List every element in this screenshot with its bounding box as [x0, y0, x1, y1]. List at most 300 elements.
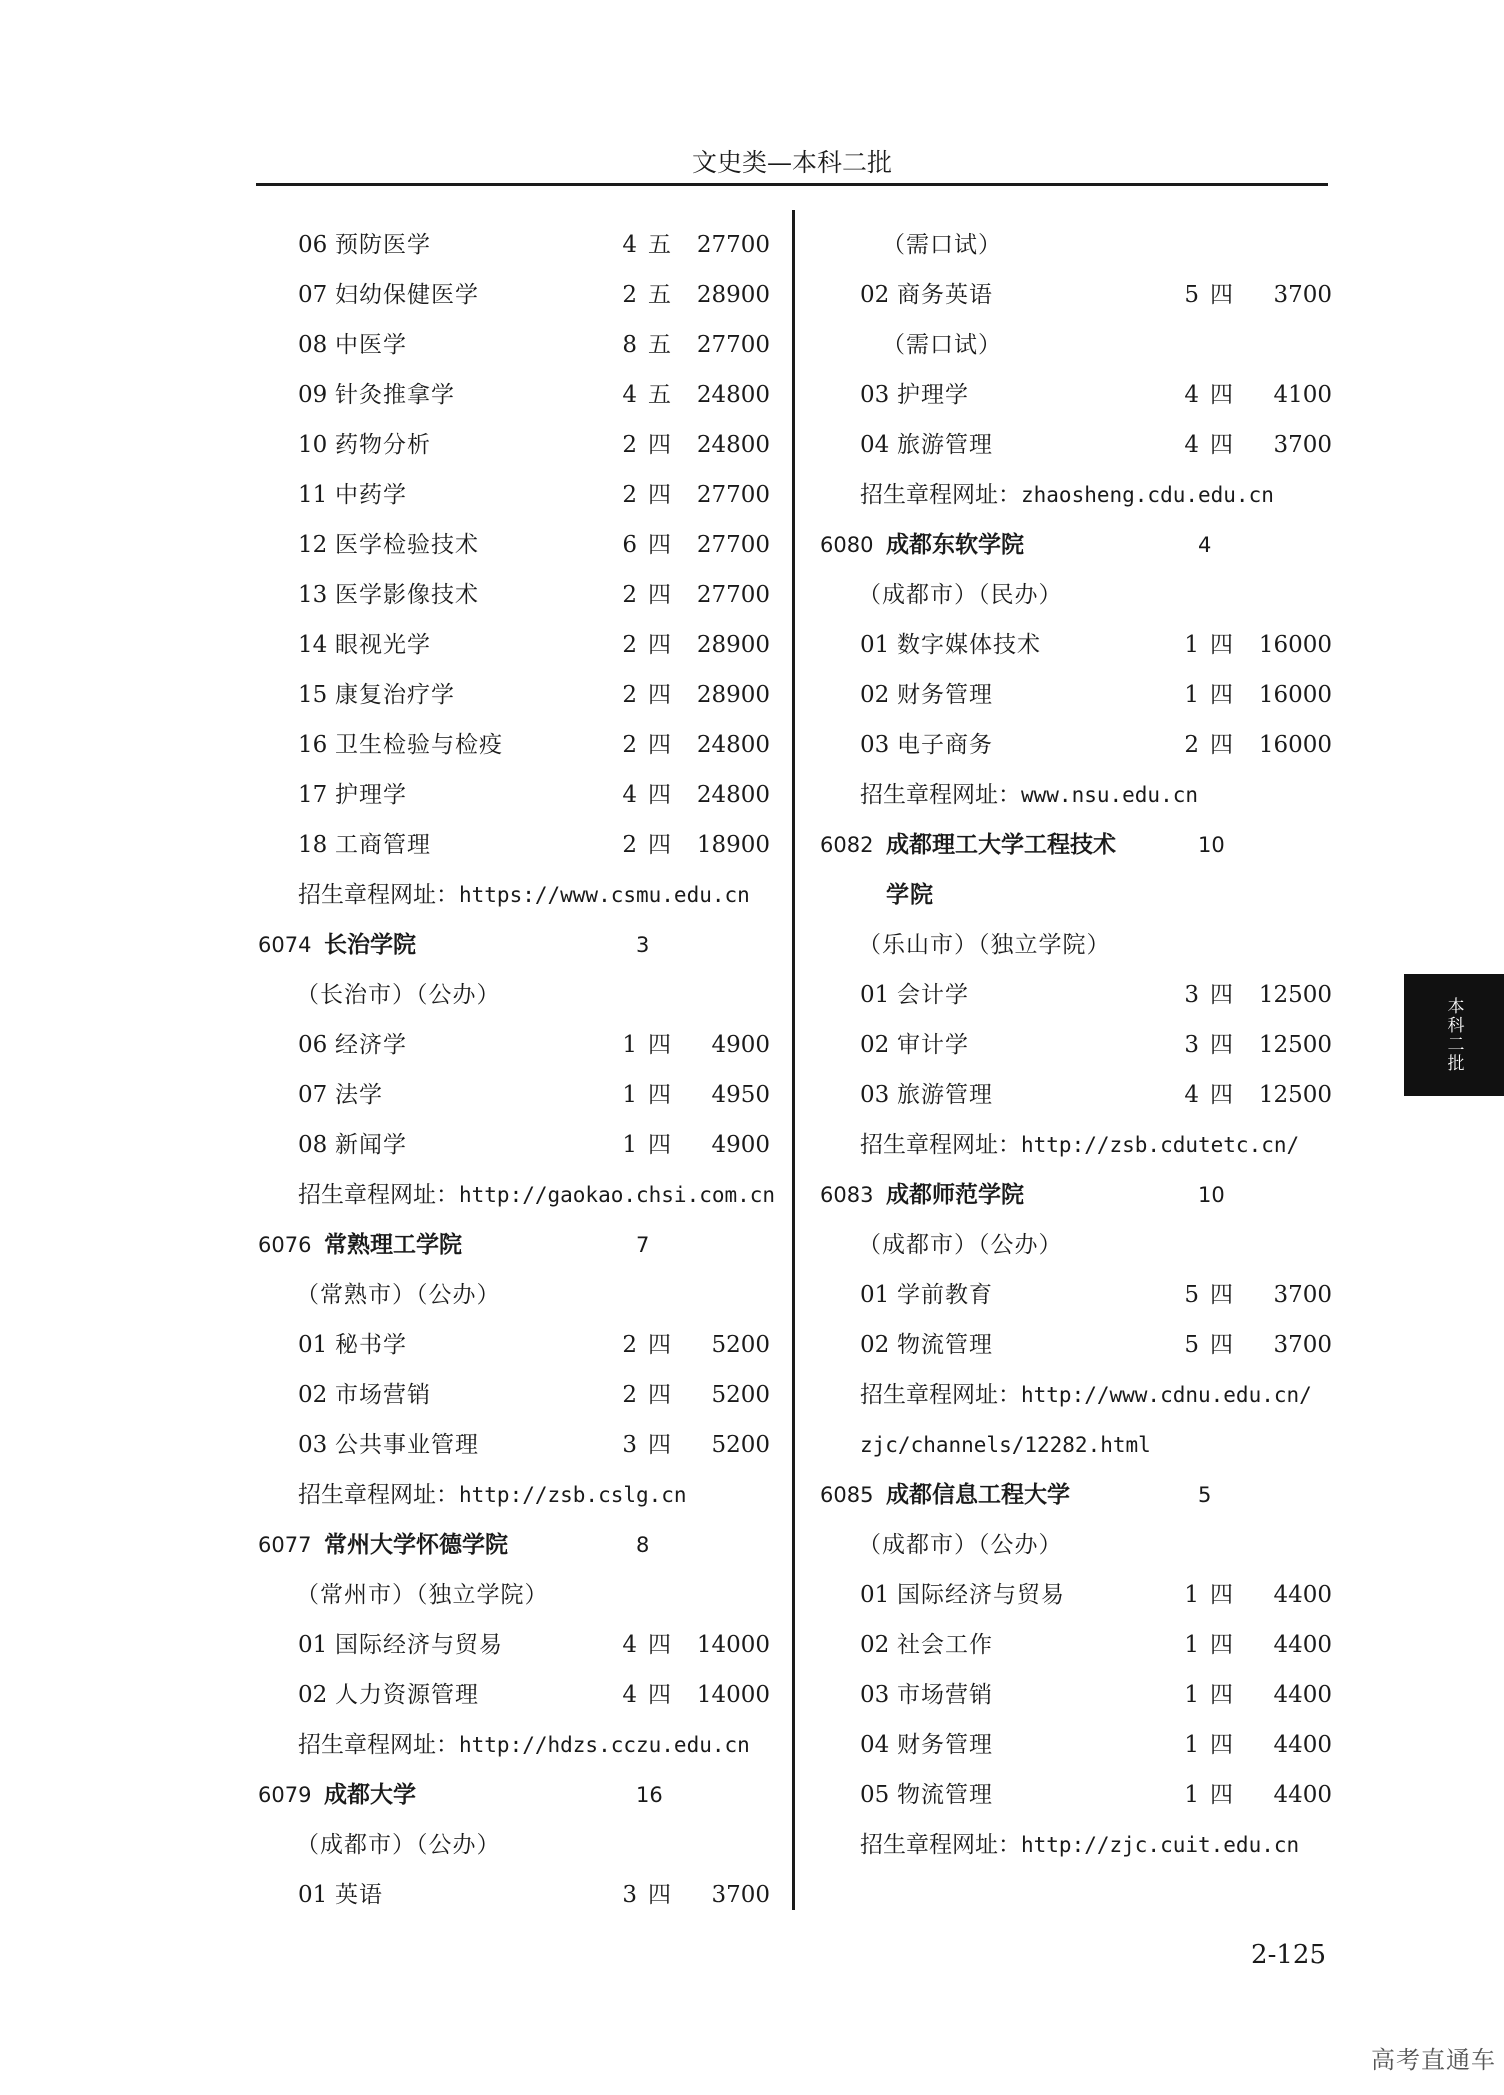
major-row [820, 676, 1330, 726]
major-plan-count: 4 [622, 382, 637, 408]
major-code: 08 [298, 1132, 328, 1158]
major-code: 08 [298, 332, 328, 358]
school-row [820, 826, 1330, 876]
admission-url-row [820, 1826, 1330, 1876]
major-duration: 四 [1210, 1282, 1233, 1308]
school-plan-count: 3 [636, 933, 650, 957]
major-duration: 四 [648, 1682, 671, 1708]
major-plan-count: 1 [1184, 682, 1199, 708]
major-row [820, 1776, 1330, 1826]
admission-url: zhaosheng.cdu.edu.cn [1021, 483, 1274, 507]
major-tuition: 24800 [696, 432, 770, 458]
major-plan-count: 3 [1184, 1032, 1199, 1058]
major-name: 工商管理 [335, 832, 431, 858]
section-tab [1404, 974, 1504, 1096]
admission-url-label: 招生章程网址： [860, 1382, 1021, 1408]
header-rule [256, 183, 1328, 186]
major-duration: 四 [1210, 382, 1233, 408]
major-row [258, 1876, 778, 1926]
major-tuition: 4400 [1273, 1682, 1332, 1708]
major-name: 卫生检验与检疫 [335, 732, 503, 758]
major-tuition: 24800 [696, 732, 770, 758]
major-tuition: 5200 [711, 1382, 770, 1408]
school-row [258, 1226, 778, 1276]
major-code: 17 [298, 782, 328, 808]
major-row [258, 1126, 778, 1176]
major-duration: 四 [648, 1082, 671, 1108]
major-duration: 四 [648, 632, 671, 658]
major-plan-count: 5 [1184, 1282, 1199, 1308]
major-row [820, 726, 1330, 776]
running-header: 文史类—本科二批 [691, 148, 892, 177]
major-code: 01 [860, 632, 890, 658]
major-name: 人力资源管理 [335, 1682, 479, 1708]
major-code: 02 [860, 282, 890, 308]
major-plan-count: 1 [1184, 1782, 1199, 1808]
major-code: 07 [298, 1082, 328, 1108]
major-duration: 四 [648, 1882, 671, 1908]
watermark: 高考直通车 [1371, 2046, 1496, 2074]
major-tuition: 14000 [696, 1632, 770, 1658]
school-name-continued: 学院 [886, 882, 934, 908]
major-row [258, 476, 778, 526]
school-code: 6077 [258, 1533, 312, 1557]
school-code: 6080 [820, 533, 874, 557]
major-duration: 四 [1210, 1082, 1233, 1108]
major-name: 学前教育 [897, 1282, 993, 1308]
school-plan-count: 7 [636, 1233, 650, 1257]
admission-url-row [820, 476, 1330, 526]
major-duration: 四 [648, 482, 671, 508]
major-code: 01 [860, 1582, 890, 1608]
major-name: 审计学 [897, 1032, 969, 1058]
admission-url-row [258, 1476, 778, 1526]
major-name: 电子商务 [897, 732, 993, 758]
school-row [258, 1526, 778, 1576]
major-row [820, 1026, 1330, 1076]
major-duration: 四 [648, 432, 671, 458]
major-tuition: 4400 [1273, 1582, 1332, 1608]
major-plan-count: 1 [1184, 1732, 1199, 1758]
school-name: 成都信息工程大学 [886, 1482, 1070, 1508]
major-tuition: 4400 [1273, 1632, 1332, 1658]
admission-url-row [258, 1726, 778, 1776]
major-plan-count: 1 [622, 1082, 637, 1108]
major-code: 15 [298, 682, 328, 708]
major-duration: 四 [1210, 682, 1233, 708]
major-code: 06 [298, 1032, 328, 1058]
school-code: 6082 [820, 833, 874, 857]
major-code: 02 [860, 1032, 890, 1058]
major-name: 旅游管理 [897, 432, 993, 458]
major-duration: 四 [1210, 1332, 1233, 1358]
major-plan-count: 8 [622, 332, 637, 358]
major-plan-count: 2 [622, 632, 637, 658]
major-name: 中药学 [335, 482, 407, 508]
major-tuition: 12500 [1258, 1032, 1332, 1058]
major-name: 旅游管理 [897, 1082, 993, 1108]
major-tuition: 4400 [1273, 1732, 1332, 1758]
major-tuition: 4900 [711, 1132, 770, 1158]
major-tuition: 4100 [1273, 382, 1332, 408]
school-plan-count: 4 [1198, 533, 1212, 557]
major-name: 秘书学 [335, 1332, 407, 1358]
school-location-type: （长治市）（公办） [296, 982, 501, 1008]
major-code: 06 [298, 232, 328, 258]
major-tuition: 27700 [696, 332, 770, 358]
admission-url-continued [820, 1426, 1330, 1476]
major-tuition: 28900 [696, 632, 770, 658]
major-duration: 四 [648, 1382, 671, 1408]
major-plan-count: 1 [1184, 1632, 1199, 1658]
admission-url: http://zsb.cdutetc.cn/ [1021, 1133, 1300, 1157]
major-name: 康复治疗学 [335, 682, 455, 708]
admission-url-label: 招生章程网址： [860, 482, 1021, 508]
major-plan-count: 4 [1184, 1082, 1199, 1108]
school-plan-count: 10 [1198, 833, 1225, 857]
right-column [820, 226, 1330, 1876]
major-name: 针灸推拿学 [335, 382, 455, 408]
major-name: 法学 [335, 1082, 383, 1108]
admission-url-row [820, 776, 1330, 826]
major-note: （需口试） [882, 232, 1002, 258]
admission-url-label: 招生章程网址： [298, 1182, 459, 1208]
major-duration: 四 [648, 732, 671, 758]
major-plan-count: 1 [622, 1132, 637, 1158]
major-tuition: 4900 [711, 1032, 770, 1058]
major-code: 14 [298, 632, 328, 658]
major-plan-count: 2 [622, 482, 637, 508]
major-tuition: 27700 [696, 582, 770, 608]
major-row [820, 1276, 1330, 1326]
school-location-type: （成都市）（公办） [296, 1832, 501, 1858]
major-code: 02 [860, 682, 890, 708]
section-tab-label: 本科二批 [1443, 997, 1464, 1073]
school-location-type: （成都市）（公办） [858, 1232, 1063, 1258]
major-row [258, 726, 778, 776]
admission-url: http://www.cdnu.edu.cn/ [1021, 1383, 1312, 1407]
school-row [258, 926, 778, 976]
major-name: 国际经济与贸易 [335, 1632, 503, 1658]
major-plan-count: 2 [622, 582, 637, 608]
major-plan-count: 6 [622, 532, 637, 558]
school-code: 6083 [820, 1183, 874, 1207]
major-plan-count: 2 [622, 1382, 637, 1408]
major-plan-count: 2 [622, 832, 637, 858]
major-tuition: 12500 [1258, 982, 1332, 1008]
major-row [258, 1376, 778, 1426]
admission-url-label: 招生章程网址： [860, 782, 1021, 808]
major-code: 03 [860, 1682, 890, 1708]
major-duration: 五 [648, 332, 671, 358]
major-duration: 四 [648, 1032, 671, 1058]
major-name: 会计学 [897, 982, 969, 1008]
major-name: 中医学 [335, 332, 407, 358]
admission-url-label: 招生章程网址： [298, 1482, 459, 1508]
major-plan-count: 1 [1184, 1682, 1199, 1708]
major-row [820, 1326, 1330, 1376]
major-tuition: 14000 [696, 1682, 770, 1708]
major-tuition: 16000 [1258, 682, 1332, 708]
left-column [258, 226, 778, 1926]
major-duration: 四 [1210, 432, 1233, 458]
major-code: 03 [860, 732, 890, 758]
major-tuition: 4950 [711, 1082, 770, 1108]
major-tuition: 27700 [696, 232, 770, 258]
major-note: （需口试） [882, 332, 1002, 358]
major-tuition: 3700 [1273, 1282, 1332, 1308]
major-plan-count: 3 [622, 1432, 637, 1458]
major-plan-count: 5 [1184, 1332, 1199, 1358]
major-duration: 四 [1210, 1732, 1233, 1758]
major-plan-count: 2 [1184, 732, 1199, 758]
major-duration: 四 [1210, 982, 1233, 1008]
major-duration: 四 [648, 782, 671, 808]
major-name: 医学影像技术 [335, 582, 479, 608]
school-code: 6085 [820, 1483, 874, 1507]
major-code: 10 [298, 432, 328, 458]
admission-url-row [820, 1376, 1330, 1426]
major-duration: 四 [1210, 282, 1233, 308]
major-plan-count: 1 [1184, 632, 1199, 658]
major-duration: 四 [648, 1332, 671, 1358]
major-code: 03 [298, 1432, 328, 1458]
major-duration: 四 [648, 1432, 671, 1458]
major-tuition: 5200 [711, 1332, 770, 1358]
major-plan-count: 1 [1184, 1582, 1199, 1608]
major-plan-count: 2 [622, 732, 637, 758]
school-name: 成都师范学院 [886, 1182, 1024, 1208]
major-tuition: 28900 [696, 682, 770, 708]
major-name: 市场营销 [335, 1382, 431, 1408]
major-duration: 四 [648, 832, 671, 858]
major-duration: 四 [1210, 1032, 1233, 1058]
major-row [820, 376, 1330, 426]
major-tuition: 3700 [1273, 1332, 1332, 1358]
major-plan-count: 4 [622, 232, 637, 258]
major-code: 16 [298, 732, 328, 758]
major-code: 01 [298, 1332, 328, 1358]
major-code: 18 [298, 832, 328, 858]
major-code: 03 [860, 382, 890, 408]
major-tuition: 28900 [696, 282, 770, 308]
school-name: 常州大学怀德学院 [324, 1532, 508, 1558]
major-row [258, 376, 778, 426]
major-tuition: 27700 [696, 532, 770, 558]
major-row [820, 1076, 1330, 1126]
major-duration: 四 [648, 1632, 671, 1658]
school-location-type: （成都市）（民办） [858, 582, 1063, 608]
major-plan-count: 3 [1184, 982, 1199, 1008]
major-plan-count: 4 [622, 1682, 637, 1708]
page-number: 2-125 [1251, 1940, 1326, 1970]
major-row [258, 826, 778, 876]
school-location-type: （常州市）（独立学院） [296, 1582, 549, 1608]
major-duration: 四 [1210, 1632, 1233, 1658]
major-name: 妇幼保健医学 [335, 282, 479, 308]
major-row [258, 1426, 778, 1476]
major-tuition: 4400 [1273, 1782, 1332, 1808]
major-code: 02 [860, 1332, 890, 1358]
major-tuition: 3700 [1273, 432, 1332, 458]
major-row [820, 426, 1330, 476]
admission-url: http://zjc.cuit.edu.cn [1021, 1833, 1300, 1857]
major-code: 04 [860, 432, 890, 458]
major-code: 02 [298, 1682, 328, 1708]
school-code: 6079 [258, 1783, 312, 1807]
major-name: 商务英语 [897, 282, 993, 308]
major-name: 医学检验技术 [335, 532, 479, 558]
school-name: 成都大学 [324, 1782, 416, 1808]
major-name: 眼视光学 [335, 632, 431, 658]
major-plan-count: 4 [1184, 382, 1199, 408]
school-location-type: （乐山市）（独立学院） [858, 932, 1111, 958]
major-code: 07 [298, 282, 328, 308]
major-plan-count: 4 [1184, 432, 1199, 458]
major-row [258, 776, 778, 826]
major-row [258, 1676, 778, 1726]
admission-url: http://zsb.cslg.cn [459, 1483, 687, 1507]
admission-url-row [258, 1176, 778, 1226]
major-name: 护理学 [897, 382, 969, 408]
column-divider [792, 210, 795, 1910]
major-duration: 五 [648, 382, 671, 408]
major-name: 新闻学 [335, 1132, 407, 1158]
major-row [258, 626, 778, 676]
school-row [820, 526, 1330, 576]
major-tuition: 3700 [1273, 282, 1332, 308]
major-duration: 四 [648, 532, 671, 558]
admission-url-label: 招生章程网址： [298, 882, 459, 908]
major-name: 预防医学 [335, 232, 431, 258]
major-tuition: 27700 [696, 482, 770, 508]
major-code: 03 [860, 1082, 890, 1108]
major-name: 社会工作 [897, 1632, 993, 1658]
major-plan-count: 3 [622, 1882, 637, 1908]
major-tuition: 24800 [696, 382, 770, 408]
major-duration: 四 [648, 582, 671, 608]
major-name: 经济学 [335, 1032, 407, 1058]
major-name: 药物分析 [335, 432, 431, 458]
major-plan-count: 4 [622, 782, 637, 808]
major-row [258, 426, 778, 476]
major-code: 13 [298, 582, 328, 608]
major-code: 01 [860, 982, 890, 1008]
major-row [820, 1576, 1330, 1626]
major-code: 01 [860, 1282, 890, 1308]
school-name: 成都理工大学工程技术 [886, 832, 1116, 858]
major-duration: 四 [1210, 732, 1233, 758]
major-tuition: 18900 [696, 832, 770, 858]
major-code: 11 [298, 482, 328, 508]
admission-url: http://hdzs.cczu.edu.cn [459, 1733, 750, 1757]
major-row [258, 1026, 778, 1076]
admission-url-label: 招生章程网址： [860, 1832, 1021, 1858]
admission-url-row [820, 1126, 1330, 1176]
major-duration: 四 [1210, 632, 1233, 658]
major-code: 01 [298, 1632, 328, 1658]
school-plan-count: 10 [1198, 1183, 1225, 1207]
major-duration: 四 [1210, 1582, 1233, 1608]
major-duration: 四 [648, 682, 671, 708]
major-row [258, 326, 778, 376]
major-plan-count: 2 [622, 1332, 637, 1358]
admission-url: www.nsu.edu.cn [1021, 783, 1199, 807]
major-row [258, 1076, 778, 1126]
major-name: 护理学 [335, 782, 407, 808]
school-plan-count: 8 [636, 1533, 650, 1557]
major-tuition: 5200 [711, 1432, 770, 1458]
major-row [820, 976, 1330, 1026]
major-row [820, 276, 1330, 326]
major-duration: 四 [1210, 1682, 1233, 1708]
major-tuition: 12500 [1258, 1082, 1332, 1108]
major-plan-count: 4 [622, 1632, 637, 1658]
major-plan-count: 2 [622, 682, 637, 708]
school-plan-count: 16 [636, 1783, 663, 1807]
school-name: 常熟理工学院 [324, 1232, 462, 1258]
major-row [258, 676, 778, 726]
major-plan-count: 2 [622, 432, 637, 458]
major-name: 市场营销 [897, 1682, 993, 1708]
major-plan-count: 2 [622, 282, 637, 308]
major-name: 财务管理 [897, 682, 993, 708]
school-row [820, 1176, 1330, 1226]
major-name: 英语 [335, 1882, 383, 1908]
school-row [258, 1776, 778, 1826]
major-row [258, 226, 778, 276]
school-name: 成都东软学院 [886, 532, 1024, 558]
major-tuition: 24800 [696, 782, 770, 808]
major-name: 国际经济与贸易 [897, 1582, 1065, 1608]
major-duration: 五 [648, 232, 671, 258]
major-duration: 四 [648, 1132, 671, 1158]
admission-url: https://www.csmu.edu.cn [459, 883, 750, 907]
major-code: 02 [860, 1632, 890, 1658]
major-code: 09 [298, 382, 328, 408]
school-code: 6076 [258, 1233, 312, 1257]
major-plan-count: 1 [622, 1032, 637, 1058]
major-tuition: 16000 [1258, 632, 1332, 658]
major-code: 01 [298, 1882, 328, 1908]
admission-url-label: 招生章程网址： [860, 1132, 1021, 1158]
school-row [820, 1476, 1330, 1526]
school-plan-count: 5 [1198, 1483, 1212, 1507]
major-row [820, 626, 1330, 676]
major-duration: 四 [1210, 1782, 1233, 1808]
admission-url: zjc/channels/12282.html [860, 1433, 1151, 1457]
major-row [258, 1326, 778, 1376]
major-row [258, 276, 778, 326]
major-code: 02 [298, 1382, 328, 1408]
major-row [258, 526, 778, 576]
admission-url-row [258, 876, 778, 926]
major-name: 公共事业管理 [335, 1432, 479, 1458]
major-row [258, 576, 778, 626]
major-row [820, 1626, 1330, 1676]
major-name: 数字媒体技术 [897, 632, 1041, 658]
major-code: 05 [860, 1782, 890, 1808]
major-code: 12 [298, 532, 328, 558]
major-tuition: 16000 [1258, 732, 1332, 758]
major-tuition: 3700 [711, 1882, 770, 1908]
major-name: 财务管理 [897, 1732, 993, 1758]
school-name: 长治学院 [324, 932, 416, 958]
major-plan-count: 5 [1184, 282, 1199, 308]
major-row [258, 1626, 778, 1676]
admission-url-label: 招生章程网址： [298, 1732, 459, 1758]
school-location-type: （成都市）（公办） [858, 1532, 1063, 1558]
